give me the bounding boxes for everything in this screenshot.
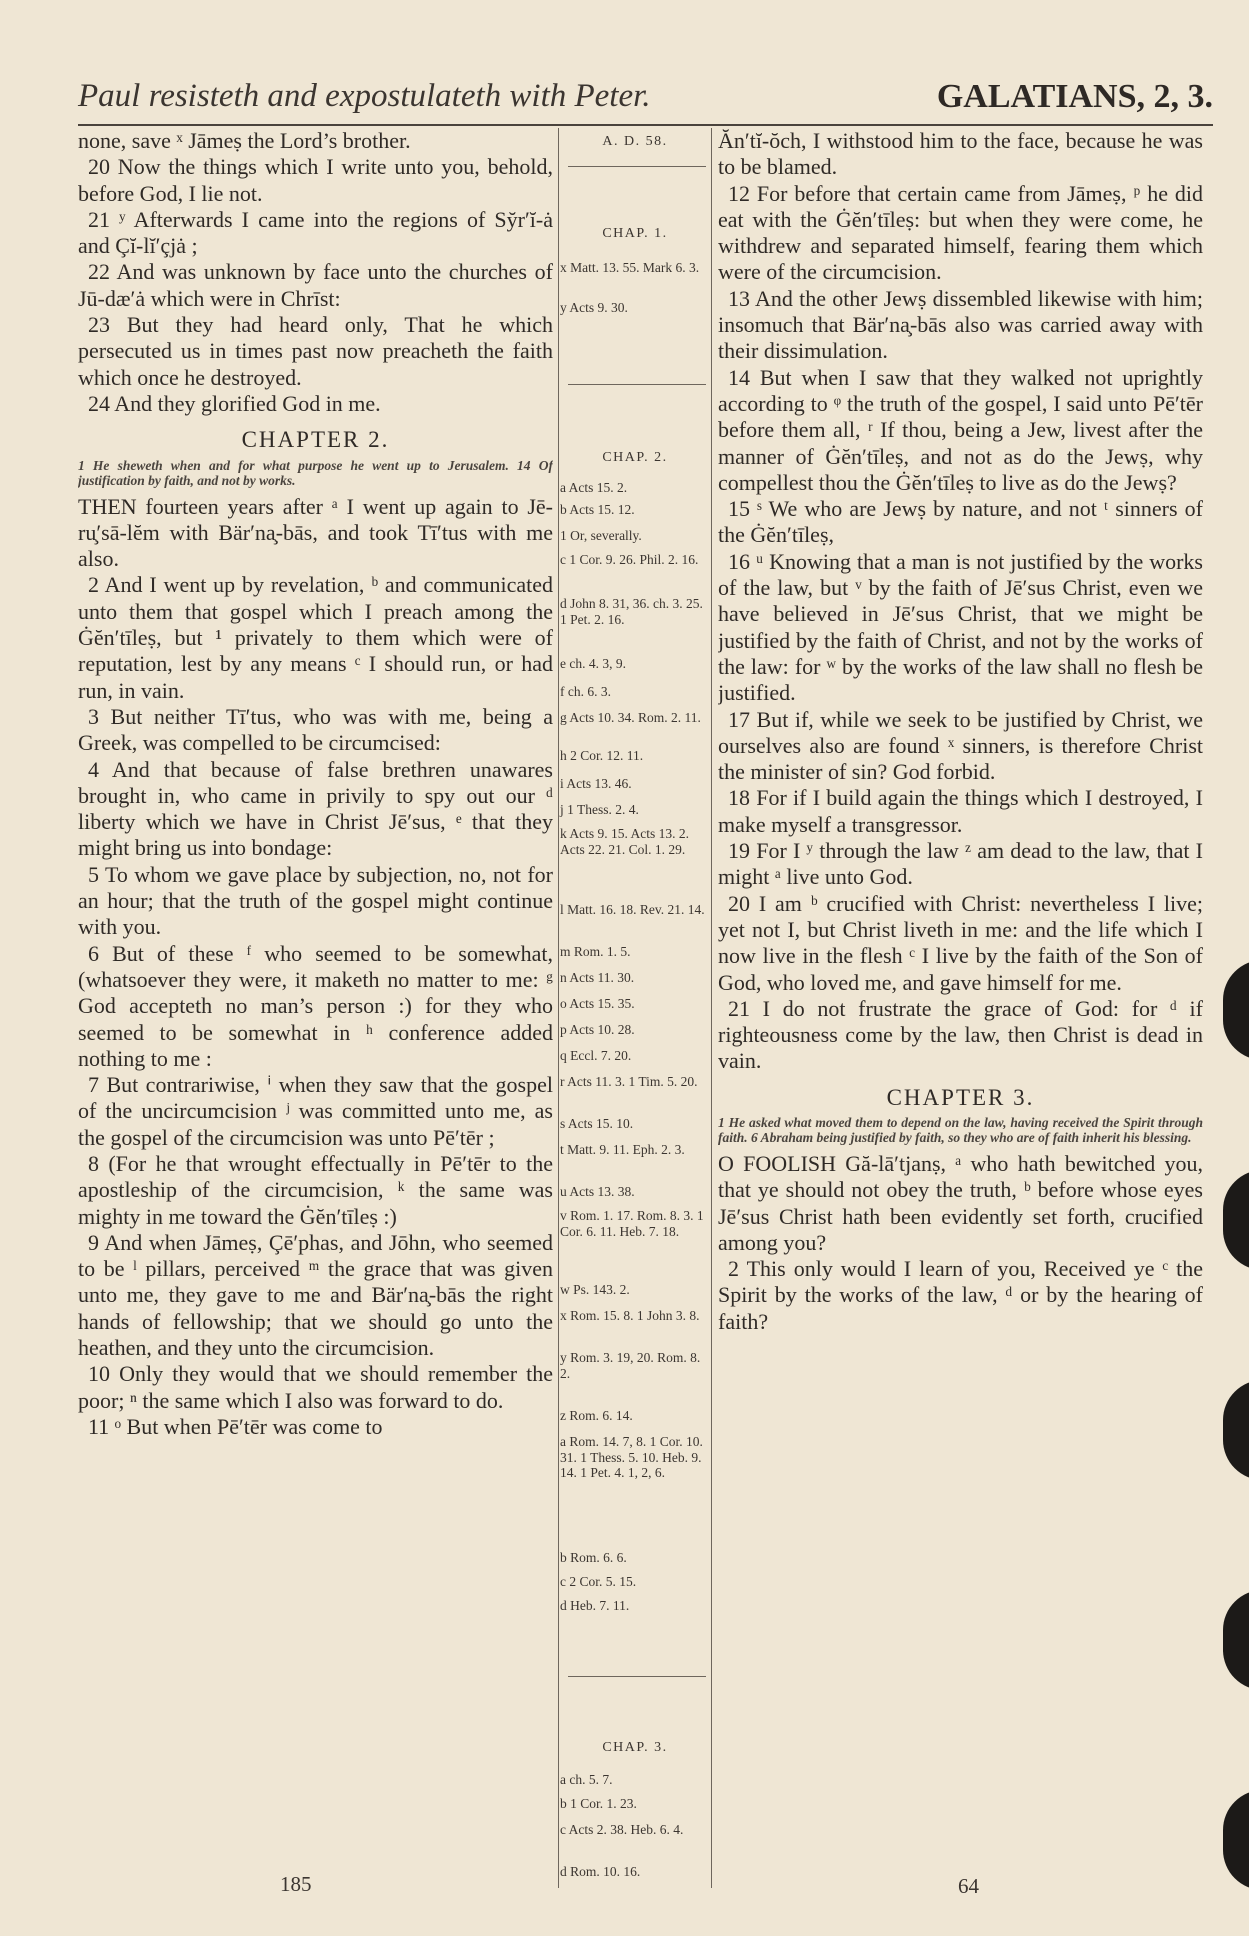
verse: 6 But of these ᶠ who seemed to be somewhat, (whatsoever they were, it maketh no matter to me: ᵍ God accepteth no man’s person :) for they who seemed to be somewhat in ʰ conference added nothing to me : <box>78 940 553 1071</box>
margin-ref: n Acts 11. 30. <box>560 970 635 985</box>
margin-ref: y Rom. 3. 19, 20. Rom. 8. 2. <box>560 1350 701 1381</box>
verse: THEN fourteen years after ᵃ I went up again to Jē-ru̧′sā-lĕm with Bär′na̧-bās, and took Tī′tus with me also. <box>78 493 553 572</box>
margin-ref: x Matt. 13. 55. Mark 6. 3. <box>560 260 700 275</box>
margin-ref: y Acts 9. 30. <box>560 300 628 315</box>
margin-rule <box>568 166 706 167</box>
verse: 9 And when Jāmeṣ, Çē′phas, and Jōhn, who seemed to be ˡ pillars, perceived ᵐ the grace that was given unto me, they gave to me and Bär′na̧-bās the right hands of fellowship; that we should go unto the heathen, and they unto the circumcision. <box>78 1229 553 1361</box>
left-text-column <box>78 128 553 1768</box>
verse: 24 And they glorified God in me. <box>88 390 381 416</box>
margin-ref: m Rom. 1. 5. <box>560 944 631 959</box>
margin-ref: h 2 Cor. 12. 11. <box>560 748 644 763</box>
margin-ref: c 1 Cor. 9. 26. Phil. 2. 16. <box>560 552 699 567</box>
margin-ref: 1 Or, severally. <box>560 528 642 543</box>
verse: 22 And was unknown by face unto the churches of Jū-dæ′ȧ which were in Chrīst: <box>78 259 553 311</box>
margin-ref: p Acts 10. 28. <box>560 1022 635 1037</box>
margin-ref: b Acts 15. 12. <box>560 502 635 517</box>
margin-ref: s Acts 15. 10. <box>560 1116 634 1131</box>
chapter-summary: 1 He sheweth when and for what purpose he went up to Jerusalem. 14 Of justification by faith, and not by works. <box>78 457 553 488</box>
verse: 20 I am ᵇ crucified with Christ: nevertheless I live; yet not I, but Christ liveth in me: and the life which I now live in the flesh ᶜ I live by the faith of the Son of God, who loved me, and gave himself for me. <box>718 890 1203 995</box>
page-number-right: 64 <box>958 1874 979 1898</box>
margin-ref: z Rom. 6. 14. <box>560 1408 633 1423</box>
margin-ref: l Matt. 16. 18. Rev. 21. 14. <box>560 902 705 917</box>
margin-ref: d Heb. 7. 11. <box>560 1598 630 1613</box>
verse: 4 And that because of false brethren unawares brought in, who came in privily to spy out our ᵈ liberty which we have in Christ Jē′sus, ᵉ that they might bring us into bondage: <box>78 756 553 861</box>
verse: O FOOLISH Gă-lā′tjanṣ, ᵃ who hath bewitched you, that ye should not obey the truth, ᵇ before whose eyes Jē′sus Christ hath been evidently set forth, crucified among you? <box>718 1150 1203 1255</box>
verse: 15 ˢ We who are Jewṣ by nature, and not ᵗ sinners of the Ġĕn′tīleṣ, <box>718 496 1203 548</box>
column-divider-left <box>558 128 559 1888</box>
verse: 19 For I ʸ through the law ᶻ am dead to the law, that I might ᵃ live unto God. <box>718 838 1203 890</box>
verse: 11 ᵒ But when Pē′tēr was come to <box>88 1413 383 1439</box>
verse: 13 And the other Jewṣ dissembled likewise with him; insomuch that Bär′na̧-bās also was carried away with their dissimulation. <box>718 285 1203 364</box>
margin-ref: b 1 Cor. 1. 23. <box>560 1796 637 1811</box>
verse: none, save ˣ Jāmeṣ the Lord’s brother. <box>78 128 411 153</box>
margin-ref: o Acts 15. 35. <box>560 996 635 1011</box>
verse: 7 But contrariwise, ⁱ when they saw that the gospel of the uncircumcision ʲ was committed unto me, as the gospel of the circumcision was unto Pē′tēr ; <box>78 1072 553 1150</box>
margin-ref: x Rom. 15. 8. 1 John 3. 8. <box>560 1308 700 1323</box>
thumb-index-tab <box>1223 1590 1249 1690</box>
verse: 3 But neither Tī′tus, who was with me, being a Greek, was compelled to be circumcised: <box>78 703 553 756</box>
verse: 20 Now the things which I write unto you, behold, before God, I lie not. <box>78 154 553 206</box>
verse: 16 ᵘ Knowing that a man is not justified by the works of the law, but ᵛ by the faith of Jē′sus Christ, even we have believed in Jē′sus Christ, that we might be justified by the faith of Christ, and not by the works of the law: for ʷ by the works of the law shall no flesh be justified. <box>718 548 1203 706</box>
verse: 8 (For he that wrought effectually in Pē′tēr to the apostleship of the circumcision, ᵏ the same was mighty in me toward the Ġĕn′tīleṣ :) <box>78 1150 553 1229</box>
margin-ref: q Eccl. 7. 20. <box>560 1048 632 1063</box>
margin-ref: v Rom. 1. 17. Rom. 8. 3. 1 Cor. 6. 11. Heb. 7. 18. <box>560 1208 704 1239</box>
verse: 14 But when I saw that they walked not uprightly according to ᵠ the truth of the gospel, I said unto Pē′tēr before them all, ʳ If thou, being a Jew, livest after the manner of Ġĕn′tīleṣ, and not as do the Jewṣ, why compellest thou the Ġĕn′tīleṣ to live as do the Jewṣ? <box>718 364 1203 495</box>
margin-ref: j 1 Thess. 2. 4. <box>560 802 639 817</box>
header-rule <box>78 124 1213 126</box>
verse: 2 And I went up by revelation, ᵇ and communicated unto them that gospel which I preach among the Ġĕn′tīleṣ, but ¹ privately to them which were of reputation, lest by any means ᶜ I should run, or had run, in vain. <box>78 572 553 703</box>
margin-ref: a ch. 5. 7. <box>560 1772 613 1787</box>
chapter-summary: 1 He asked what moved them to depend on the law, having received the Spirit through faith. 6 Abraham being justified by faith, so they who are of faith inherit his blessing. <box>718 1114 1203 1145</box>
verse: 12 For before that certain came from Jāmeṣ, ᵖ he did eat with the Ġĕn′tīleṣ: but when they were come, he withdrew and separated himself, fearing them which were of the circumcision. <box>718 180 1203 285</box>
margin-ref: c 2 Cor. 5. 15. <box>560 1574 637 1589</box>
page-number-left: 185 <box>280 1872 312 1896</box>
margin-chap-label: CHAP. 1. <box>602 226 668 241</box>
thumb-index-tab <box>1223 1790 1249 1890</box>
margin-ref: t Matt. 9. 11. Eph. 2. 3. <box>560 1142 685 1157</box>
margin-chap-label: CHAP. 2. <box>602 450 668 465</box>
margin-ref: e ch. 4. 3, 9. <box>560 656 626 671</box>
margin-chap-label: CHAP. 3. <box>602 1740 668 1755</box>
margin-rule <box>568 384 706 385</box>
chapter-heading: CHAPTER 3. <box>886 1084 1035 1110</box>
chapter-heading: CHAPTER 2. <box>241 427 390 453</box>
verse: 17 But if, while we seek to be justified by Christ, we ourselves also are found ˣ sinners, is therefore Christ the minister of sin? God forbid. <box>718 706 1203 785</box>
verse: 5 To whom we gave place by subjection, no, not for an hour; that the truth of the gospel might continue with you. <box>78 861 553 940</box>
verse: 21 ʸ Afterwards I came into the regions of Sy̆r′ĭ-ȧ and Çĭ-lĭ′çjȧ ; <box>78 206 553 259</box>
thumb-index-tab <box>1223 1380 1249 1480</box>
verse: Ăn′tĭ-ŏch, I withstood him to the face, because he was to be blamed. <box>718 128 1203 180</box>
margin-year: A. D. 58. <box>602 134 668 149</box>
verse: 18 For if I build again the things which I destroyed, I make myself a transgressor. <box>718 785 1203 837</box>
margin-ref: i Acts 13. 46. <box>560 776 632 791</box>
verse: 21 I do not frustrate the grace of God: for ᵈ if righteousness come by the law, then Christ is dead in vain. <box>718 995 1203 1074</box>
thumb-index-tab <box>1223 1170 1249 1270</box>
margin-ref: w Ps. 143. 2. <box>560 1282 630 1297</box>
margin-ref: u Acts 13. 38. <box>560 1184 635 1199</box>
margin-ref: d John 8. 31, 36. ch. 3. 25. 1 Pet. 2. 16. <box>560 596 703 627</box>
margin-rule <box>568 1676 706 1677</box>
margin-ref: f ch. 6. 3. <box>560 684 611 699</box>
margin-references <box>560 128 710 1888</box>
thumb-index-tab <box>1223 960 1249 1060</box>
running-header <box>78 72 1213 124</box>
margin-ref: b Rom. 6. 6. <box>560 1550 627 1565</box>
verse: 23 But they had heard only, That he which persecuted us in times past now preacheth the faith which once he destroyed. <box>78 312 553 390</box>
margin-ref: d Rom. 10. 16. <box>560 1864 641 1879</box>
verse: 10 Only they would that we should remember the poor; ⁿ the same which I also was forward to do. <box>78 1361 553 1413</box>
margin-ref: a Acts 15. 2. <box>560 480 628 495</box>
verse: 2 This only would I learn of you, Received ye ᶜ the Spirit by the works of the law, ᵈ or by the hearing of faith? <box>718 1256 1203 1334</box>
margin-ref: g Acts 10. 34. Rom. 2. 11. <box>560 710 701 725</box>
margin-ref: a Rom. 14. 7, 8. 1 Cor. 10. 31. 1 Thess. 5. 10. Heb. 9. 14. 1 Pet. 4. 1, 2, 6. <box>560 1434 703 1480</box>
margin-ref: r Acts 11. 3. 1 Tim. 5. 20. <box>560 1074 698 1089</box>
column-divider-right <box>711 128 712 1888</box>
header-right-title: GALATIANS, 2, 3. <box>936 78 1213 115</box>
margin-ref: c Acts 2. 38. Heb. 6. 4. <box>560 1822 684 1837</box>
header-left-title: Paul resisteth and expostulateth with Peter. <box>78 78 651 114</box>
margin-ref: k Acts 9. 15. Acts 13. 2. Acts 22. 21. Col. 1. 29. <box>560 826 690 857</box>
right-text-column <box>718 128 1203 1768</box>
